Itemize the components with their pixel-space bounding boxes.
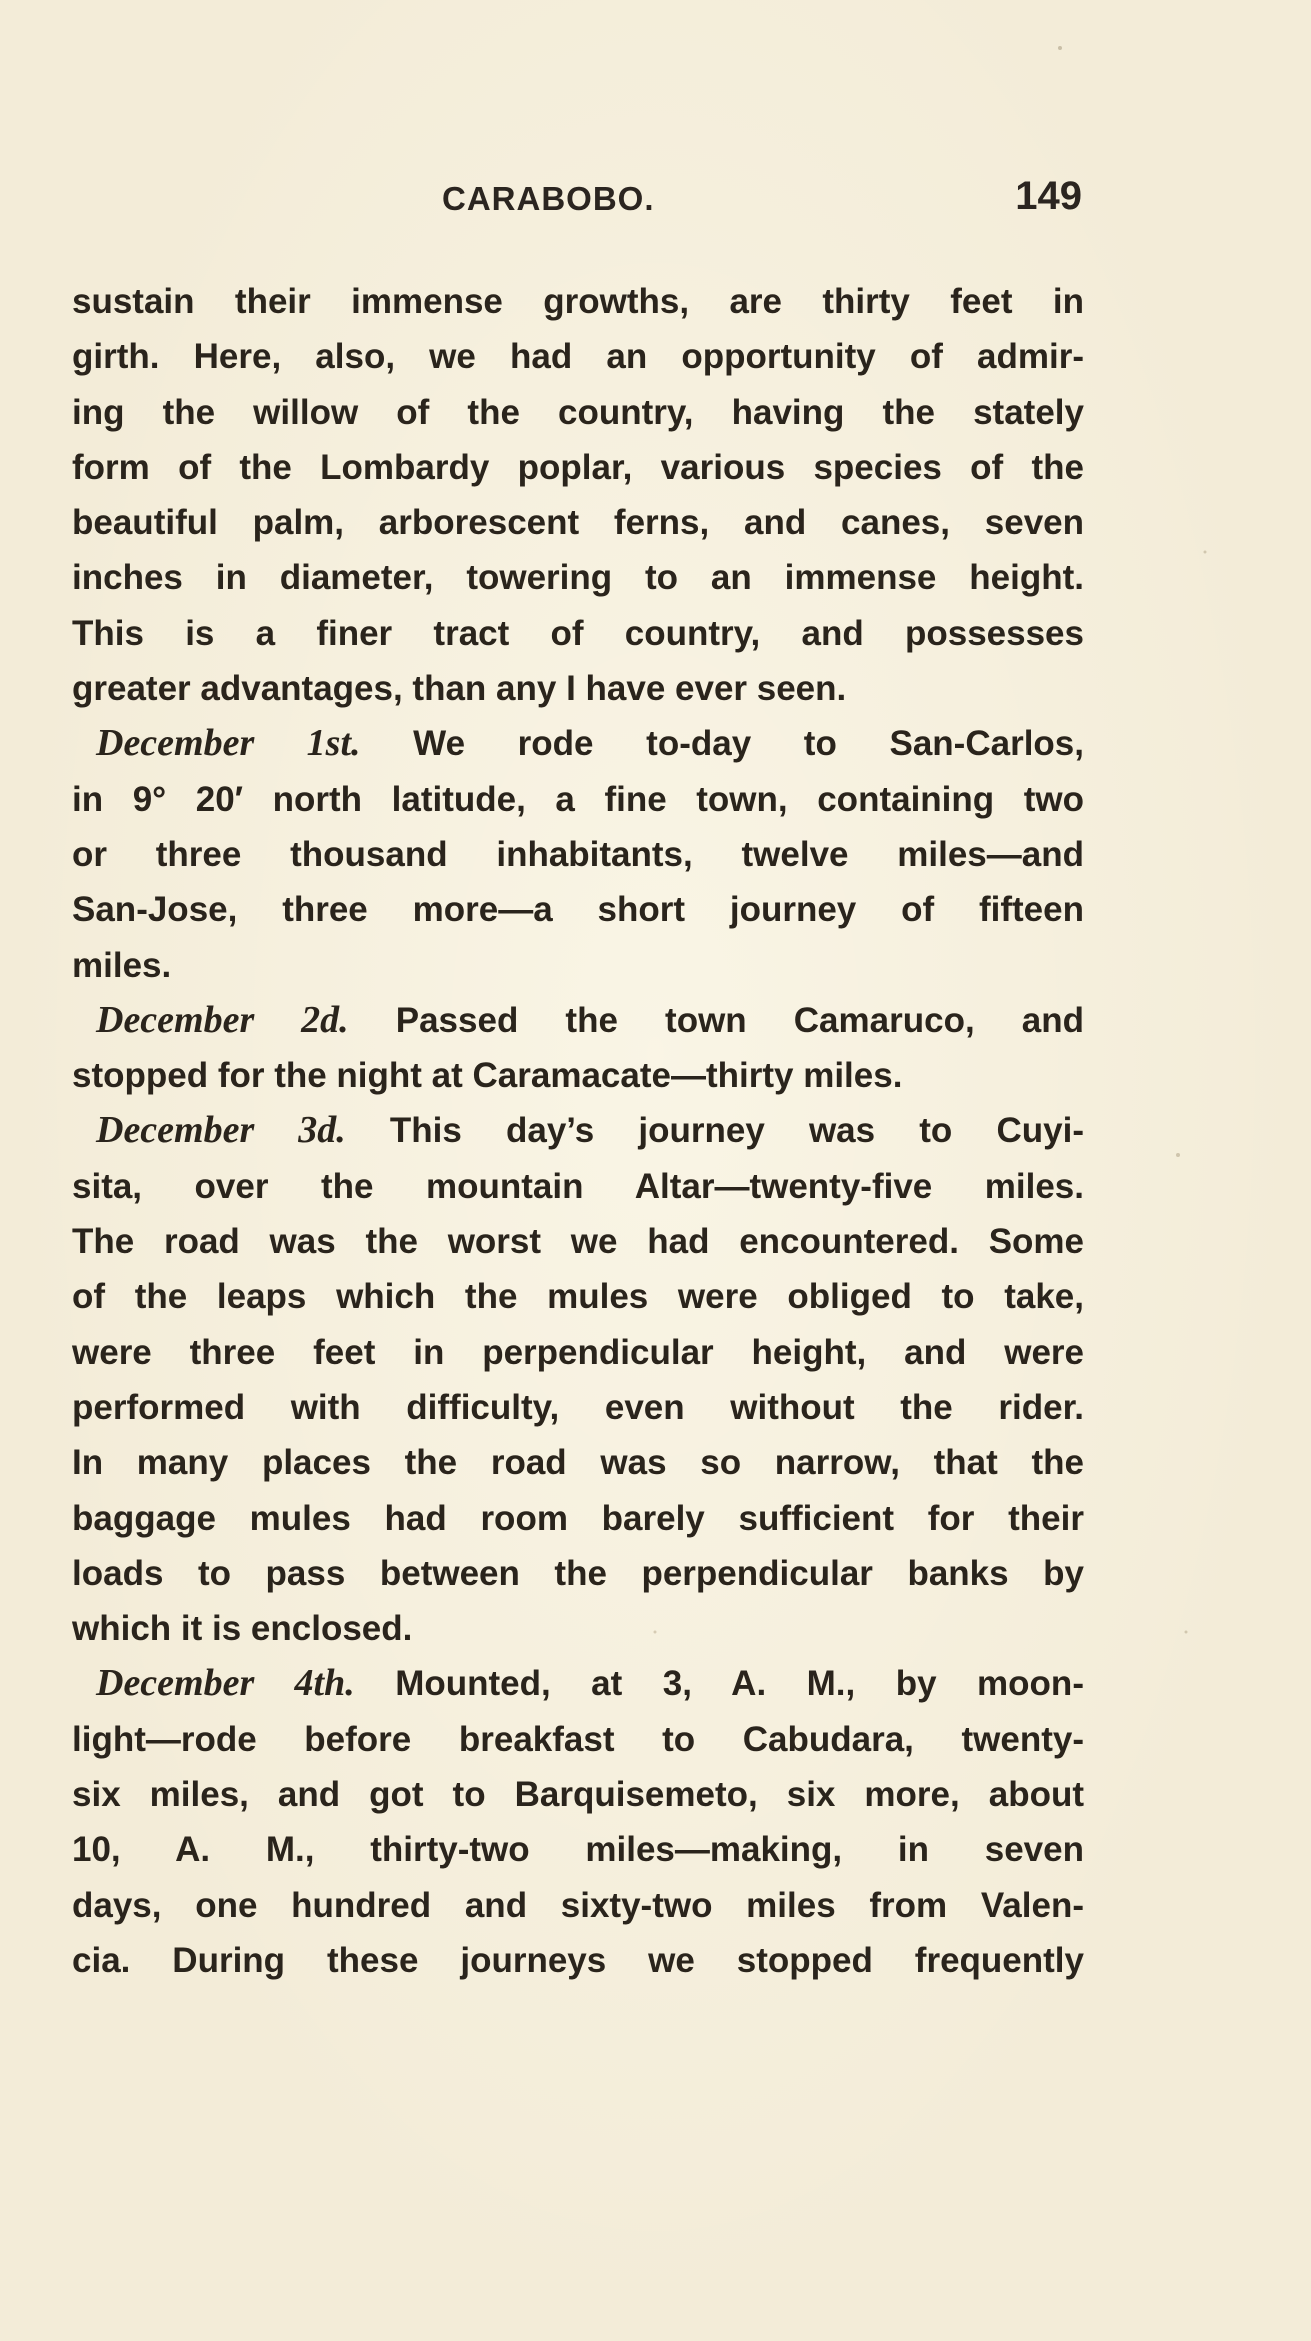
text-line: San-Jose, three more—a short journey of fifteen bbox=[72, 890, 1084, 930]
text-line: This is a finer tract of country, and possesses bbox=[72, 613, 1084, 653]
text-line: girth. Here, also, we had an opportunity of admir- bbox=[72, 337, 1084, 377]
text-line: performed with difficulty, even without the rider. bbox=[72, 1387, 1084, 1427]
text-line: loads to pass between the perpendicular banks by bbox=[72, 1553, 1084, 1593]
text-line: The road was the worst we had encountered. Some bbox=[72, 1222, 1084, 1262]
text-line: of the leaps which the mules were obliged to take, bbox=[72, 1277, 1084, 1317]
running-head: CARABOBO. bbox=[442, 180, 655, 217]
text-line: in 9° 20′ north latitude, a fine town, containing two bbox=[72, 779, 1084, 819]
text-line: six miles, and got to Barquisemeto, six more, about bbox=[72, 1775, 1084, 1815]
text-line: ing the willow of the country, having the stately bbox=[72, 392, 1084, 432]
text-line: cia. During these journeys we stopped frequently bbox=[72, 1940, 1084, 1980]
paper-speck bbox=[1204, 551, 1207, 554]
text-line: baggage mules had room barely sufficient for their bbox=[72, 1498, 1084, 1538]
entry-date: December 4th. bbox=[96, 1662, 355, 1705]
text-line: days, one hundred and sixty-two miles from Valen- bbox=[72, 1885, 1084, 1925]
text-line: were three feet in perpendicular height, and were bbox=[72, 1332, 1084, 1372]
text-line: beautiful palm, arborescent ferns, and canes, seven bbox=[72, 503, 1084, 543]
entry-date: December 1st. bbox=[96, 722, 361, 765]
diary-entry-line bbox=[72, 716, 1084, 771]
text-span: Passed the town Camaruco, and bbox=[395, 1000, 1084, 1040]
text-line: form of the Lombardy poplar, various species of the bbox=[72, 447, 1084, 487]
diary-entry-line bbox=[72, 993, 1084, 1048]
entry-date: December 2d. bbox=[96, 998, 349, 1041]
paper-speck bbox=[1185, 1631, 1188, 1634]
body-text bbox=[72, 274, 1084, 1988]
text-line: miles. bbox=[72, 945, 172, 985]
text-line: inches in diameter, towering to an immense height. bbox=[72, 558, 1084, 598]
page-number: 149 bbox=[1015, 174, 1082, 218]
text-span: We rode to-day to San-Carlos, bbox=[413, 724, 1084, 764]
text-line: light—rode before breakfast to Cabudara, twenty- bbox=[72, 1719, 1084, 1759]
text-line: stopped for the night at Caramacate—thirty miles. bbox=[72, 1056, 903, 1096]
text-line: In many places the road was so narrow, that the bbox=[72, 1443, 1084, 1483]
entry-date: December 3d. bbox=[96, 1109, 346, 1152]
text-line: greater advantages, than any I have ever seen. bbox=[72, 669, 847, 709]
paper-speck bbox=[1058, 46, 1062, 50]
text-span: Mounted, at 3, A. M., by moon- bbox=[395, 1664, 1084, 1704]
text-line: which it is enclosed. bbox=[72, 1609, 413, 1649]
paper-speck bbox=[1176, 1153, 1180, 1157]
text-line: or three thousand inhabitants, twelve miles—and bbox=[72, 834, 1084, 874]
diary-entry-line bbox=[72, 1103, 1084, 1158]
text-line: sustain their immense growths, are thirty feet in bbox=[72, 282, 1084, 321]
page-header bbox=[72, 174, 1082, 230]
text-span: This day’s journey was to Cuyi- bbox=[389, 1111, 1084, 1151]
text-line: 10, A. M., thirty-two miles—making, in seven bbox=[72, 1830, 1084, 1870]
text-line: sita, over the mountain Altar—twenty-five miles. bbox=[72, 1166, 1084, 1206]
diary-entry-line bbox=[72, 1656, 1084, 1711]
